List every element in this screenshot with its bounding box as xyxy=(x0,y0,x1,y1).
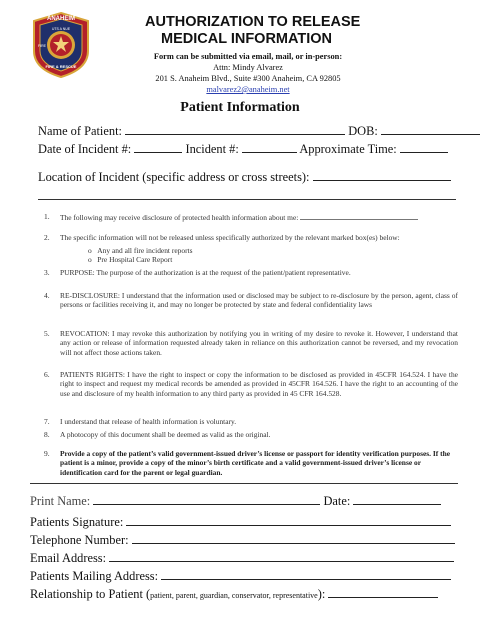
signature-row xyxy=(30,514,451,530)
telephone-row xyxy=(30,532,455,548)
date-label: Date: xyxy=(323,494,351,508)
submit-note: Form can be submitted via email, mail, or in-person: xyxy=(153,52,343,61)
email-field[interactable] xyxy=(109,550,454,562)
email-link[interactable]: malvarez2@anaheim.net xyxy=(206,85,290,94)
incident-date-field[interactable] xyxy=(134,141,182,153)
relationship-label: Relationship to Patient ( xyxy=(30,587,151,601)
relationship-row: Relationship to Patient (patient, parent, guardian, conservator, representative): xyxy=(30,586,438,602)
location-row xyxy=(38,169,451,185)
seal-left-text: FIRE xyxy=(38,44,46,48)
option-bullet: o xyxy=(88,255,92,264)
dob-field[interactable] xyxy=(381,123,480,135)
anaheim-fire-seal xyxy=(30,11,92,79)
form-title-line2: MEDICAL INFORMATION xyxy=(161,31,333,47)
signature-field[interactable] xyxy=(126,514,451,526)
seal-middle-text: UTS A NUE xyxy=(51,27,71,31)
patient-name-field[interactable] xyxy=(125,123,345,135)
mailing-row xyxy=(30,568,451,584)
section-divider xyxy=(30,483,458,484)
incident-row xyxy=(38,141,448,157)
dob-label: DOB: xyxy=(348,124,378,138)
seal-bottom-text: FIRE & RESCUE xyxy=(45,64,77,69)
signature-label: Patients Signature: xyxy=(30,515,124,529)
date-field[interactable] xyxy=(353,493,441,505)
relationship-options: patient, parent, guardian, conservator, representative xyxy=(150,591,318,600)
print-name-field[interactable] xyxy=(93,493,320,505)
address-line: 201 S. Anaheim Blvd., Suite #300 Anaheim, CA 92805 xyxy=(155,74,341,83)
approx-time-field[interactable] xyxy=(400,141,448,153)
mailing-label: Patients Mailing Address: xyxy=(30,569,159,583)
section-title: Patient Information xyxy=(180,100,300,115)
mailing-field[interactable] xyxy=(161,568,451,580)
option-bullet: o xyxy=(88,246,92,255)
telephone-field[interactable] xyxy=(132,532,455,544)
incident-number-label: Incident #: xyxy=(185,142,239,156)
print-name-row xyxy=(30,493,441,509)
attn-line: Attn: Mindy Alvarez xyxy=(213,63,283,72)
recipient-field[interactable] xyxy=(300,212,418,220)
approx-time-label: Approximate Time: xyxy=(299,142,397,156)
seal-top-text: ANAHEIM xyxy=(47,16,75,22)
location-label: Location of Incident (specific address or cross streets): xyxy=(38,170,310,184)
location-field[interactable] xyxy=(313,169,451,181)
option-prehospital-report[interactable]: o Pre Hospital Care Report xyxy=(88,255,173,264)
incident-number-field[interactable] xyxy=(242,141,297,153)
form-title xyxy=(145,14,360,48)
print-name-label: Print Name: xyxy=(30,494,91,508)
location-line-2[interactable] xyxy=(38,199,456,200)
email-label: Email Address: xyxy=(30,551,107,565)
patient-name-row xyxy=(38,123,480,139)
telephone-label: Telephone Number: xyxy=(30,533,129,547)
patient-name-label: Name of Patient: xyxy=(38,124,122,138)
form-title-line1: AUTHORIZATION TO RELEASE xyxy=(145,14,361,30)
email-row xyxy=(30,550,454,566)
release-form-page: ANAHEIM UTS A NUE FIRE FIRE & RESCUE AUTHORIZATION TO RELEASE MEDICAL INFORMATION Form can be submitted via email, mail, or in-person: Attn: Mindy Alvarez 201 S. Anaheim Blvd., Suite #300 Anaheim, CA 92805 malvarez2@anaheim.net Patient Information Name of Patient: DOB: Date of Incident #: Incident #: Approximate Time: Location of Incident (specific address or cross streets): 1. The following may receive disclosure of protected health information about me: 2. The specific information will not be released unless specifically authorized by the relevant marked box(es) below: 3. PURPOSE: The purpose of the authorization is at the request of the patient/patient representative. 4. RE-DISCLOSURE: I understand that the information used or disclosed may be subject to re-disclosure by the person, agent, class of persons or facilities receiving it, and may no longer be protected by state and federal confidentiality laws 5. REVOCATION: I may revoke this authorization by notifying you in writing of my desire to revoke it. However, I understand that any action or release of information requested already taken in reliance on this authorization cannot be reversed, and my revocation will not affect those actions taken. 6. PATIENTS RIGHTS: I have the right to inspect or copy the information to be disclosed as provided in 45CFR 164.524. I have the right to inspect and request my medical records be amended as provided in 45CFR 164.526. I have the right to an accounting of the use and disclosure of my health information to any third party as provided in 45 CFR 164.528. 7. I understand that release of health information is voluntary. 8. A photocopy of this document shall be deemed as valid as the original. 9. Provide a copy of the patient’s valid government-issued driver’s license or passport for identity verification purposes. If the patient is a minor, provide a copy of the minor’s birth certificate and a valid government-issued driver’s license or identification card for the parent or legal guardian. o Any and all fire incident reports o Pre Hospital Care Report Print Name: Date: Patients Signature: Telephone Number: Email Address: Patients Mailing Address: Relationship to Patient (patient, parent, guardian, conservator, representative): xyxy=(0,0,480,622)
option-fire-reports[interactable]: o Any and all fire incident reports xyxy=(88,246,193,255)
incident-date-label: Date of Incident #: xyxy=(38,142,132,156)
relationship-field[interactable] xyxy=(328,586,438,598)
